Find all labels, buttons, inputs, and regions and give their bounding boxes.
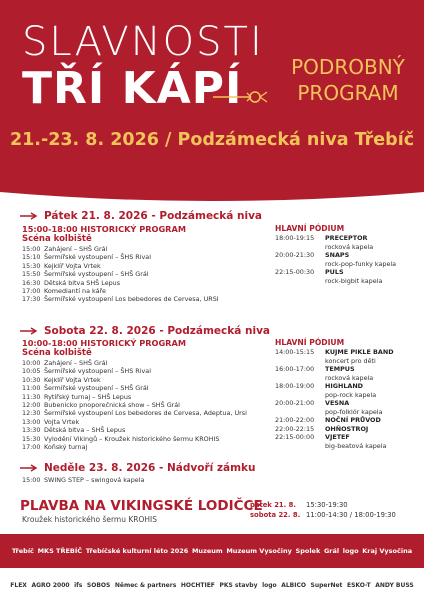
schedule-row [22, 435, 247, 443]
schedule-time: 15:00 [22, 245, 41, 253]
stage-band: PULS [325, 268, 344, 276]
stage-band: PRECEPTOR [325, 234, 368, 242]
day1-title-text: Pátek 21. 8. 2026 - Podzámecká niva [44, 210, 263, 222]
schedule-event: Kejklíř Vojta Vrtek [44, 375, 101, 384]
stage-time: 22:15-00:00 [275, 433, 315, 441]
schedule-event: Dětská bitva – SHŠ Lepus [44, 426, 126, 435]
boat-ride-hours: 11:00-14:30 / 18:00-19:30 [306, 511, 396, 519]
stage-band: VJETEF [325, 433, 350, 441]
schedule-event: Šermířské vystoupení – SHŠ Grál [44, 270, 149, 279]
sponsor-logo: SuperNet [310, 581, 343, 589]
schedule-time: 15:10 [22, 253, 41, 262]
stage-time: 14:00-15:15 [275, 348, 315, 356]
stage-description: big-beatová kapela [325, 441, 387, 450]
schedule-event: Rytířský turnaj – SHŠ Lepus [44, 392, 132, 401]
boat-ride-hours: 15:30-19:30 [306, 501, 348, 509]
day3-title-text: Neděle 23. 8. 2026 - Nádvoří zámku [44, 462, 256, 474]
partner-logo: Spolek [295, 547, 321, 555]
sponsor-logo: AGRO 2000 [31, 581, 70, 589]
detailed-program-label [288, 54, 408, 106]
title-line1: SLAVNOSTI [22, 19, 264, 65]
partner-logo: Muzeum [191, 547, 223, 555]
schedule-event: Šermířské vystoupení – ŠHS Rival [44, 253, 151, 262]
sponsor-logo: SOBOS [86, 581, 111, 589]
partner-logo: Grál [323, 547, 340, 555]
stage-description: pop-rock kapela [325, 390, 377, 399]
stage-row [275, 251, 396, 260]
stage-row [275, 433, 394, 442]
schedule-row [22, 279, 219, 287]
schedule-event: Šermířské vystoupení – ŠHS Rival [44, 367, 151, 376]
schedule-time: 13:00 [22, 417, 41, 426]
schedule-row [22, 270, 219, 278]
partner-logo: logo [342, 547, 359, 555]
schedule-row [22, 409, 247, 417]
schedule-event: Koňský turnaj [44, 443, 88, 452]
stage-description: rock-bigbit kapela [325, 276, 383, 285]
schedule-event: Šermířské vystoupení – SHŠ Grál [44, 384, 149, 393]
stage-time: 18:00-19:00 [275, 382, 315, 390]
arrow-icon [20, 212, 40, 220]
stage-description: rock-pop-funky kapela [325, 259, 397, 268]
schedule-event: Zahájení – SHŠ Grál [44, 359, 108, 367]
schedule-time: 10:30 [22, 375, 41, 384]
day1-schedule [22, 245, 219, 304]
event-dates: 21.-23. 8. 2026 / Podzámecká niva Třebíč [9, 130, 415, 150]
stage-time: 18:00-19:15 [275, 234, 315, 242]
day2-title [20, 325, 270, 337]
schedule-event: SWING STEP – swingová kapela [44, 476, 145, 484]
schedule-row [22, 393, 247, 401]
schedule-time: 17:30 [22, 295, 41, 304]
schedule-row [22, 376, 247, 384]
partner-logo: Kraj Vysočina [362, 547, 413, 555]
schedule-time: 15:30 [22, 434, 41, 443]
schedule-row [22, 443, 247, 451]
stage-description: rocková kapela [325, 242, 374, 251]
ornament-icon [211, 88, 269, 106]
schedule-event: Komediantí na káře [44, 287, 106, 296]
schedule-time: 16:30 [22, 278, 41, 287]
day2-stage-title: HLAVNÍ PÓDIUM [275, 338, 345, 347]
schedule-event: Dětská bitva SHŠ Lepus [44, 278, 121, 287]
stage-row [275, 348, 394, 357]
schedule-row [22, 367, 247, 375]
schedule-row [22, 384, 247, 392]
sponsor-logo: HOCHTIEF [180, 581, 215, 589]
schedule-time: 12:00 [22, 401, 41, 410]
day2-historic: 10:00-18:00 HISTORICKÝ PROGRAM [22, 338, 186, 348]
sponsor-logo: ifs [74, 581, 83, 589]
boat-ride-time-row [250, 510, 396, 520]
title-line2: TŘÍ KÁPÍ [22, 63, 243, 114]
stage-band: VESNA [325, 399, 350, 407]
stage-row [275, 416, 394, 425]
partner-logo: MKS TŘEBÍČ [37, 547, 83, 555]
schedule-time: 15:30 [22, 261, 41, 270]
boat-ride-times [250, 500, 396, 520]
schedule-time: 10:05 [22, 367, 41, 376]
stage-band: OHŇOSTROJ [325, 424, 369, 433]
stage-time: 16:00-17:00 [275, 365, 315, 373]
day2-stage-schedule [275, 348, 394, 450]
schedule-row [22, 476, 144, 484]
schedule-event: Kejklíř Vojta Vrtek [44, 261, 101, 270]
day1-title [20, 210, 262, 222]
day2-schedule [22, 359, 247, 451]
sponsor-logo: PKS stavby [219, 581, 258, 589]
boat-ride-day: pátek 21. 8. [250, 501, 296, 509]
stage-band: NOČNÍ PRŮVOD [325, 416, 381, 424]
stage-time: 22:15-00:30 [275, 268, 315, 276]
schedule-time: 17:00 [22, 443, 41, 452]
day3-schedule [22, 476, 144, 484]
stage-description: pop-folklór kapela [325, 407, 383, 416]
sponsor-logo: logo [262, 581, 277, 589]
schedule-event: Bubenicko pnoporečnická show – SHŠ Grál [44, 401, 180, 410]
day3-title [20, 462, 256, 474]
day1-scene: Scéna kolbiště [22, 234, 92, 244]
sponsor-logo: ANDY BUSS [375, 581, 414, 589]
stage-row [275, 268, 396, 277]
schedule-event: Vylodění Vikingů – Kroužek historického šermu KROHIS [44, 434, 220, 443]
stage-time: 22:00-22:15 [275, 424, 315, 433]
schedule-time: 17:00 [22, 287, 41, 296]
partner-logos-secondary [0, 570, 424, 600]
sponsor-logo: FLEX [10, 581, 27, 589]
schedule-time: 13:30 [22, 426, 41, 435]
header-curve [0, 170, 424, 210]
podrobny-line2: PROGRAM [297, 81, 399, 105]
boat-ride-subtitle: Kroužek historického šermu KROHIS [22, 515, 157, 524]
sponsor-logo: Němec & partners [114, 581, 177, 589]
partner-logo: Třebíč [11, 547, 34, 555]
boat-ride-time-row [250, 500, 396, 510]
stage-row [275, 382, 394, 391]
schedule-event: Šermířské vystoupení Los bebedores de Cervesa, Adeptua, Ursi [44, 409, 247, 418]
arrow-icon [20, 327, 40, 335]
schedule-time: 15:50 [22, 270, 41, 279]
schedule-time: 11:00 [22, 384, 41, 393]
sponsor-logo: ESKO-T [346, 581, 371, 589]
arrow-icon [20, 464, 40, 472]
partner-logo: Muzeum Vysočiny [226, 547, 292, 555]
stage-time: 20:00-21:30 [275, 251, 315, 259]
partner-logos-primary [0, 534, 424, 568]
day1-stage-schedule [275, 234, 396, 285]
stage-row [275, 399, 394, 408]
schedule-event: Šermířské vystoupení Los bebedores de Cervesa, URSI [44, 295, 219, 304]
stage-time: 21:00-22:00 [275, 416, 315, 424]
stage-description: rocková kapela [325, 373, 374, 382]
stage-row [275, 234, 396, 243]
podrobny-line1: PODROBNÝ [291, 55, 405, 79]
boat-ride-day: sobota 22. 8. [250, 511, 301, 519]
schedule-time: 15:00 [22, 476, 41, 484]
stage-row [275, 365, 394, 374]
schedule-event: Zahájení – SHŠ Grál [44, 245, 108, 253]
partner-logo: Třebíčské kulturní léto 2026 [85, 547, 189, 555]
schedule-time: 10:00 [22, 359, 41, 367]
stage-description: koncert pro děti [325, 356, 376, 365]
schedule-row [22, 418, 247, 426]
day1-historic: 15:00-18:00 HISTORICKÝ PROGRAM [22, 224, 186, 234]
schedule-row [22, 253, 219, 261]
schedule-row [22, 426, 247, 434]
day2-title-text: Sobota 22. 8. 2026 - Podzámecká niva [44, 325, 271, 337]
stage-band: SNAPS [325, 251, 350, 259]
stage-row [275, 425, 394, 434]
stage-band: KUJME PIKLE BAND [325, 348, 394, 356]
schedule-row [22, 295, 219, 303]
stage-band: TEMPUS [325, 365, 355, 373]
boat-ride-title: PLAVBA NA VIKINGSKÉ LODIČCE [20, 498, 263, 514]
schedule-row [22, 262, 219, 270]
schedule-time: 11:30 [22, 392, 41, 401]
day1-stage-title: HLAVNÍ PÓDIUM [275, 224, 345, 233]
schedule-event: Vojta Vrtek [44, 417, 80, 426]
sponsor-logo: ALBICO [281, 581, 306, 589]
schedule-time: 12:30 [22, 409, 41, 418]
stage-band: HIGHLAND [325, 382, 363, 390]
day2-scene: Scéna kolbiště [22, 348, 92, 358]
stage-time: 20:00-21:00 [275, 399, 315, 407]
